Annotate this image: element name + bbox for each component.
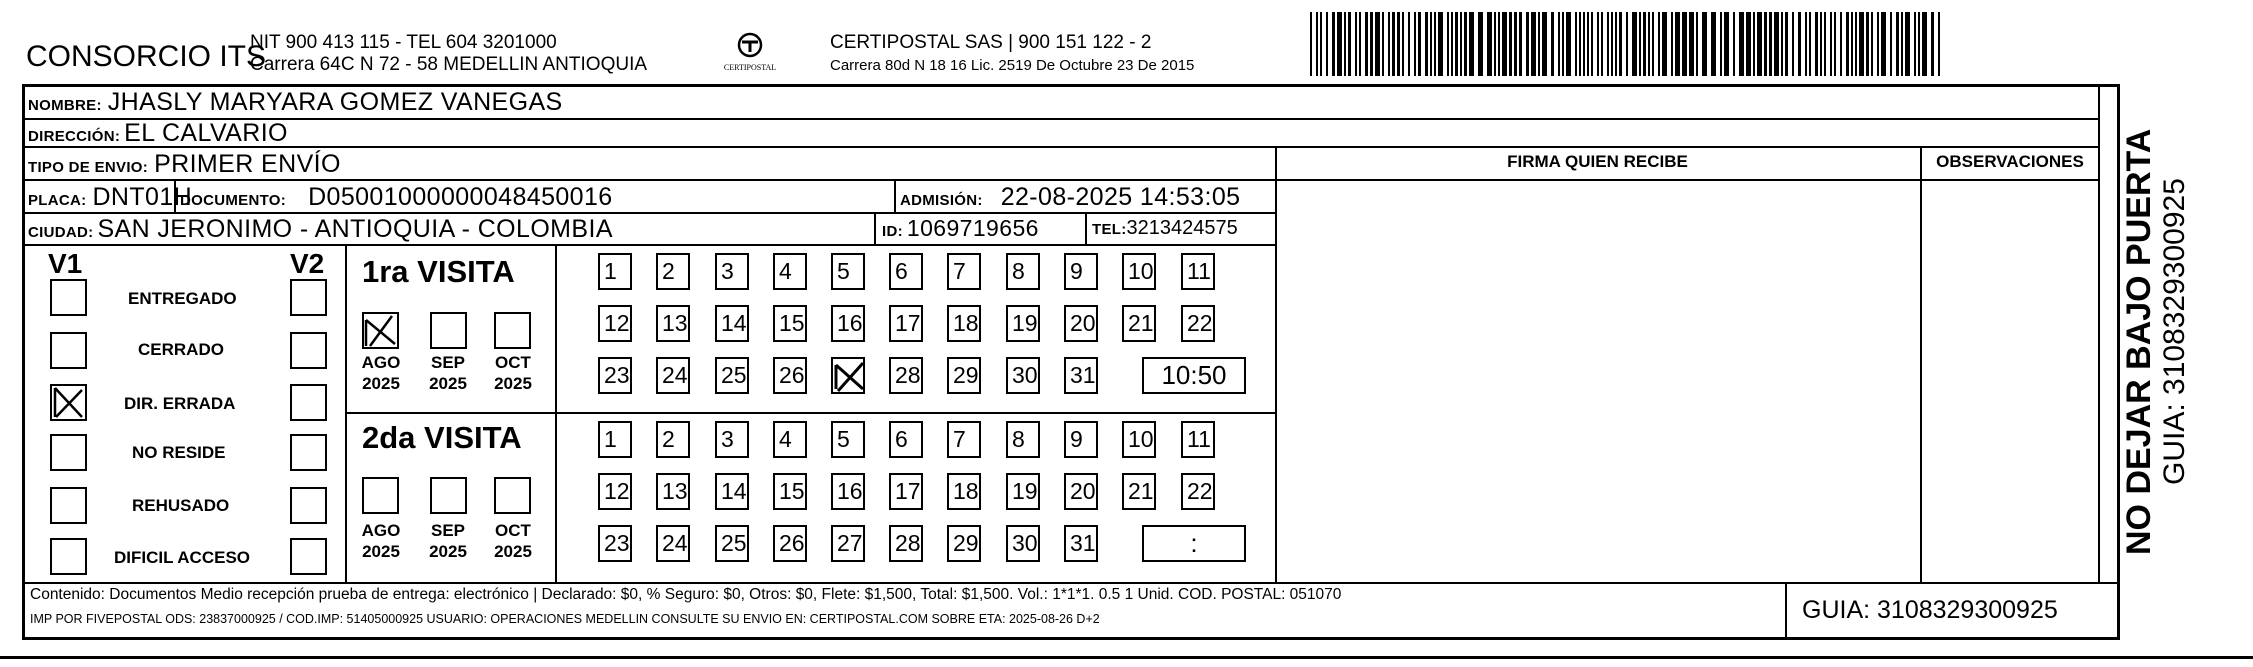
visit2-day-31[interactable]	[1064, 525, 1098, 562]
visit1-day-28[interactable]	[889, 357, 923, 394]
visit1-day-label: 29	[953, 362, 979, 388]
v1-entregado-checkbox[interactable]	[50, 279, 87, 316]
visit2-day-label: 20	[1070, 478, 1096, 504]
visit1-day-label: 30	[1012, 362, 1038, 388]
status-dificil-acceso-label: DIFICIL ACCESO	[114, 548, 251, 567]
visit2-day-label: 11	[1187, 426, 1211, 452]
company-name: CONSORCIO ITS	[26, 40, 267, 73]
visit1-day-14[interactable]	[715, 305, 749, 342]
visit2-day-26[interactable]	[773, 525, 807, 562]
visit2-day-5[interactable]	[831, 421, 865, 458]
direccion-label: DIRECCIÓN:	[28, 128, 121, 145]
v1-cerrado-checkbox[interactable]	[50, 332, 87, 369]
nombre-label: NOMBRE:	[28, 97, 102, 114]
v1-no-reside-checkbox[interactable]	[50, 434, 87, 471]
visit1-day-13[interactable]	[656, 305, 690, 342]
tel-row	[1092, 217, 1238, 240]
visit1-day-17[interactable]	[889, 305, 923, 342]
admision-row	[900, 183, 1240, 212]
visit1-title: 1ra VISITA	[362, 254, 515, 289]
visit2-day-label: 10	[1128, 426, 1154, 452]
visit1-day-9[interactable]	[1064, 253, 1098, 290]
v1-rehusado-checkbox[interactable]	[50, 487, 87, 524]
visit1-day-label: 6	[895, 258, 908, 284]
visit1-month-oct-label: OCT 2025	[494, 353, 532, 393]
v2-entregado-checkbox[interactable]	[290, 279, 327, 316]
visit2-day-18[interactable]	[947, 473, 981, 510]
visit1-day-label: 31	[1070, 362, 1096, 388]
status-entregado-label: ENTREGADO	[128, 289, 237, 308]
visit2-day-label: 18	[953, 478, 979, 504]
visit1-day-20[interactable]	[1064, 305, 1098, 342]
visit1-day-3[interactable]	[715, 253, 749, 290]
placa-label: PLACA:	[28, 192, 87, 209]
visit2-day-label: 1	[604, 426, 617, 452]
visit2-day-label: 23	[604, 530, 630, 556]
ciudad-label: CIUDAD:	[28, 224, 94, 241]
visit2-day-label: 3	[721, 426, 734, 452]
visit1-day-22[interactable]	[1181, 305, 1215, 342]
v2-dificil-acceso-checkbox[interactable]	[290, 538, 327, 575]
company-address: Carrera 64C N 72 - 58 MEDELLIN ANTIOQUIA	[250, 54, 648, 75]
visit1-day-label: 8	[1012, 258, 1025, 284]
v2-header: V2	[290, 248, 325, 279]
visit2-day-13[interactable]	[656, 473, 690, 510]
visit1-day-12[interactable]	[598, 305, 632, 342]
visit1-day-8[interactable]	[1006, 253, 1040, 290]
visit1-day-label: 16	[837, 310, 863, 336]
visit1-day-1[interactable]	[598, 253, 632, 290]
id-label: ID:	[882, 223, 903, 240]
id-row	[882, 215, 1039, 242]
visit1-month-oct-checkbox[interactable]	[494, 312, 531, 349]
visit1-day-label: 10	[1128, 258, 1154, 284]
visit1-day-2[interactable]	[656, 253, 690, 290]
ciudad-row	[28, 215, 613, 244]
visit2-day-12[interactable]	[598, 473, 632, 510]
v2-no-reside-checkbox[interactable]	[290, 434, 327, 471]
documento-value: D05001000000048450016	[308, 183, 613, 211]
handwritten-x-mark	[833, 359, 867, 394]
visit2-day-28[interactable]	[889, 525, 923, 562]
visit1-day-label: 24	[662, 362, 688, 388]
visit1-day-label: 18	[953, 310, 979, 336]
documento-label: DOCUMENTO:	[180, 192, 287, 209]
visit2-day-label: 14	[721, 478, 747, 504]
visit1-day-label: 1	[604, 258, 617, 284]
nombre-row	[28, 88, 563, 117]
visit2-day-15[interactable]	[773, 473, 807, 510]
visit1-month-ago-label: AGO 2025	[361, 353, 401, 393]
visit1-day-label: 26	[779, 362, 805, 388]
visit1-day-21[interactable]	[1122, 305, 1156, 342]
direccion-row	[28, 119, 288, 148]
visit2-day-20[interactable]	[1064, 473, 1098, 510]
visit2-day-27[interactable]	[831, 525, 865, 562]
visit2-day-1[interactable]	[598, 421, 632, 458]
visit1-day-23[interactable]	[598, 357, 632, 394]
visit2-day-label: 30	[1012, 530, 1038, 556]
barcode	[1310, 12, 1944, 76]
visit1-day-label: 13	[662, 310, 688, 336]
status-rehusado-label: REHUSADO	[132, 496, 230, 515]
visit2-day-7[interactable]	[947, 421, 981, 458]
visit2-day-label: 8	[1012, 426, 1025, 452]
visit2-month-ago-checkbox[interactable]	[362, 477, 399, 514]
visit1-day-label: 20	[1070, 310, 1096, 336]
visit2-month-sep-label: SEP 2025	[429, 521, 467, 561]
visit1-day-4[interactable]	[773, 253, 807, 290]
visit2-day-label: 16	[837, 478, 863, 504]
visit2-day-label: 29	[953, 530, 979, 556]
bottom-rule	[0, 656, 2253, 659]
v2-rehusado-checkbox[interactable]	[290, 487, 327, 524]
placa-row	[28, 183, 192, 212]
visit2-day-label: 2	[662, 426, 675, 452]
visit1-day-label: 15	[779, 310, 805, 336]
visit2-day-label: 15	[779, 478, 805, 504]
visit1-day-6[interactable]	[889, 253, 923, 290]
tipo-label: TIPO DE ENVIO:	[28, 159, 149, 176]
visit2-day-2[interactable]	[656, 421, 690, 458]
visit2-day-19[interactable]	[1006, 473, 1040, 510]
visit1-month-sep-checkbox[interactable]	[430, 312, 467, 349]
visit2-day-10[interactable]	[1122, 421, 1156, 458]
admision-value: 22-08-2025 14:53:05	[1000, 183, 1241, 211]
visit1-day-29[interactable]	[947, 357, 981, 394]
placa-value: DNT01H	[92, 183, 193, 211]
handwritten-x-mark	[364, 314, 397, 347]
visit1-day-label: 22	[1187, 310, 1213, 336]
visit1-day-label: 7	[953, 258, 966, 284]
status-cerrado-label: CERRADO	[138, 340, 224, 359]
visit1-day-18[interactable]	[947, 305, 981, 342]
visit2-day-label: 19	[1012, 478, 1038, 504]
visit2-title: 2da VISITA	[362, 420, 522, 455]
visit2-day-16[interactable]	[831, 473, 865, 510]
visit1-day-label: 21	[1128, 310, 1154, 336]
tel-label: TEL:	[1092, 221, 1127, 238]
visit2-day-25[interactable]	[715, 525, 749, 562]
visit2-day-label: 25	[721, 530, 747, 556]
status-no-reside-label: NO RESIDE	[132, 443, 226, 462]
v1-dir-errada-checkbox[interactable]	[50, 384, 87, 421]
observaciones-header: OBSERVACIONES	[1936, 152, 2084, 171]
side-warning: NO DEJAR BAJO PUERTA	[2120, 128, 2158, 555]
side-guia: GUIA: 3108329300925	[2158, 178, 2191, 485]
visit2-day-4[interactable]	[773, 421, 807, 458]
visit2-day-label: 7	[953, 426, 966, 452]
visit2-day-label: 26	[779, 530, 805, 556]
carrier-address: Carrera 80d N 18 16 Lic. 2519 De Octubre 23 De 2015	[830, 57, 1195, 74]
company-nit: NIT 900 413 115 - TEL 604 3201000	[250, 32, 557, 53]
visit2-day-label: 12	[604, 478, 630, 504]
visit2-day-label: 5	[837, 426, 850, 452]
visit2-month-ago-label: AGO 2025	[361, 521, 401, 561]
visit1-day-10[interactable]	[1122, 253, 1156, 290]
admision-label: ADMISIÓN:	[900, 192, 983, 209]
visit2-day-label: 6	[895, 426, 908, 452]
visit1-day-label: 2	[662, 258, 675, 284]
visit1-day-27[interactable]	[831, 357, 865, 394]
visit2-day-label: 24	[662, 530, 688, 556]
visit1-day-24[interactable]	[656, 357, 690, 394]
tipo-value: PRIMER ENVÍO	[154, 150, 341, 178]
visit1-day-11[interactable]	[1181, 253, 1215, 290]
visit1-day-16[interactable]	[831, 305, 865, 342]
v1-header: V1	[48, 248, 83, 279]
visit2-day-21[interactable]	[1122, 473, 1156, 510]
visit1-day-label: 25	[721, 362, 747, 388]
visit1-day-label: 9	[1070, 258, 1083, 284]
direccion-value: EL CALVARIO	[124, 119, 288, 147]
certipostal-logo	[720, 30, 780, 74]
visit1-day-label: 4	[779, 258, 792, 284]
visit2-day-9[interactable]	[1064, 421, 1098, 458]
visit2-day-label: 31	[1070, 530, 1096, 556]
visit2-day-17[interactable]	[889, 473, 923, 510]
visit2-day-30[interactable]	[1006, 525, 1040, 562]
handwritten-x-mark	[52, 386, 85, 419]
visit1-day-label: 14	[721, 310, 747, 336]
documento-row	[180, 183, 613, 212]
visit1-month-ago-checkbox[interactable]	[362, 312, 399, 349]
visit2-day-3[interactable]	[715, 421, 749, 458]
visit2-day-label: 21	[1128, 478, 1154, 504]
tel-value: 3213424575	[1126, 217, 1238, 239]
visit2-day-label: 17	[895, 478, 921, 504]
visit2-day-label: 13	[662, 478, 688, 504]
visit2-day-29[interactable]	[947, 525, 981, 562]
v2-dir-errada-checkbox[interactable]	[290, 384, 327, 421]
carrier-line: CERTIPOSTAL SAS | 900 151 122 - 2	[830, 32, 1152, 53]
visit2-day-6[interactable]	[889, 421, 923, 458]
visit1-day-31[interactable]	[1064, 357, 1098, 394]
visit1-month-sep-label: SEP 2025	[429, 353, 467, 393]
visit1-time-field[interactable]: 10:50	[1142, 357, 1246, 394]
visit1-day-7[interactable]	[947, 253, 981, 290]
v2-cerrado-checkbox[interactable]	[290, 332, 327, 369]
footer-imp: IMP POR FIVEPOSTAL ODS: 23837000925 / COD.IMP: 51405000925 USUARIO: OPERACIONES MEDELLIN CONSULTE SU ENVIO EN: CERTIPOSTAL.COM SOBRE ETA: 2025-08-26 D+2	[30, 612, 1100, 626]
footer-guia: GUIA: 3108329300925	[1802, 596, 2058, 624]
visit1-day-label: 3	[721, 258, 734, 284]
visit1-day-label: 19	[1012, 310, 1038, 336]
visit2-day-label: 22	[1187, 478, 1213, 504]
v1-dificil-acceso-checkbox[interactable]	[50, 538, 87, 575]
visit2-day-8[interactable]	[1006, 421, 1040, 458]
visit2-day-22[interactable]	[1181, 473, 1215, 510]
visit2-day-label: 4	[779, 426, 792, 452]
visit1-day-15[interactable]	[773, 305, 807, 342]
visit1-day-19[interactable]	[1006, 305, 1040, 342]
visit2-day-11[interactable]	[1181, 421, 1215, 458]
visit2-day-23[interactable]	[598, 525, 632, 562]
visit1-day-26[interactable]	[773, 357, 807, 394]
visit1-day-25[interactable]	[715, 357, 749, 394]
visit2-day-label: 28	[895, 530, 921, 556]
visit1-day-label: 23	[604, 362, 630, 388]
visit2-month-sep-checkbox[interactable]	[430, 477, 467, 514]
ciudad-value: SAN JERONIMO - ANTIOQUIA - COLOMBIA	[97, 215, 613, 243]
visit2-month-oct-checkbox[interactable]	[494, 477, 531, 514]
visit1-day-label: 28	[895, 362, 921, 388]
visit1-day-label: 12	[604, 310, 630, 336]
nombre-value: JHASLY MARYARA GOMEZ VANEGAS	[107, 88, 563, 116]
id-value: 1069719656	[906, 215, 1039, 241]
visit2-month-oct-label: OCT 2025	[494, 521, 532, 561]
visit2-day-label: 27	[837, 530, 863, 556]
footer-contenido: Contenido: Documentos Medio recepción prueba de entrega: electrónico | Declarado: $0, % Seguro: $0, Otros: $0, Flete: $1,500, Total: $1,500. Vol.: 1*1*1. 0.5 1 Unid. COD. POSTAL: 051070	[30, 586, 1342, 603]
visit1-day-30[interactable]	[1006, 357, 1040, 394]
visit2-time-field[interactable]: :	[1142, 525, 1246, 562]
status-dir-errada-label: DIR. ERRADA	[124, 394, 236, 413]
visit1-day-label: 5	[837, 258, 850, 284]
visit1-day-5[interactable]	[831, 253, 865, 290]
visit1-day-label: 11	[1187, 258, 1211, 284]
tipo-row	[28, 150, 341, 179]
visit2-day-24[interactable]	[656, 525, 690, 562]
svg-text:CERTIPOSTAL: CERTIPOSTAL	[723, 63, 777, 72]
firma-header: FIRMA QUIEN RECIBE	[1507, 152, 1688, 171]
visit2-day-14[interactable]	[715, 473, 749, 510]
visit1-day-label: 17	[895, 310, 921, 336]
visit2-day-label: 9	[1070, 426, 1083, 452]
